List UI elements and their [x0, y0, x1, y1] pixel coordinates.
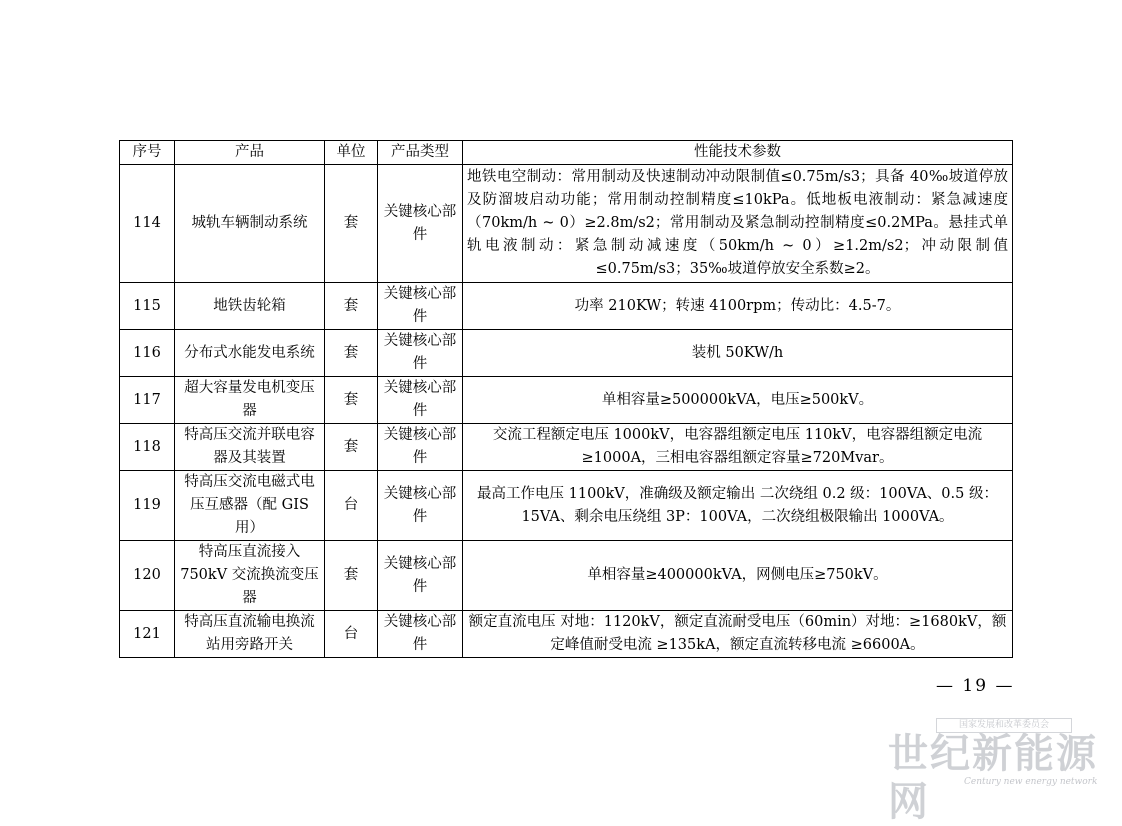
- header-product: 产品: [175, 141, 325, 165]
- page-number: — 19 —: [936, 676, 1015, 696]
- header-performance: 性能技术参数: [463, 141, 1013, 165]
- table-row: [120, 165, 1013, 283]
- cell-product: 超大容量发电机变压器: [175, 377, 325, 424]
- spec-table: [119, 140, 1013, 658]
- cell-type: 关键核心部件: [378, 283, 463, 330]
- cell-performance: 单相容量≥400000kVA，网侧电压≥750kV。: [463, 541, 1013, 611]
- cell-type: 关键核心部件: [378, 330, 463, 377]
- cell-type: 关键核心部件: [378, 471, 463, 541]
- table-row: [120, 330, 1013, 377]
- cell-type: 关键核心部件: [378, 611, 463, 658]
- table-row: [120, 283, 1013, 330]
- cell-unit: 套: [325, 165, 378, 283]
- cell-product: 特高压交流并联电容器及其装置: [175, 424, 325, 471]
- cell-type: 关键核心部件: [378, 541, 463, 611]
- table-row: [120, 471, 1013, 541]
- watermark-logo: [880, 716, 1120, 825]
- cell-type: 关键核心部件: [378, 424, 463, 471]
- header-no: 序号: [120, 141, 175, 165]
- watermark-top-text: 国家发展和改革委员会: [936, 718, 1072, 733]
- cell-performance: 功率 210KW；转速 4100rpm；传动比：4.5-7。: [463, 283, 1013, 330]
- cell-product: 城轨车辆制动系统: [175, 165, 325, 283]
- header-type: 产品类型: [378, 141, 463, 165]
- cell-product: 地铁齿轮箱: [175, 283, 325, 330]
- cell-unit: 台: [325, 471, 378, 541]
- table-header-row: [120, 141, 1013, 165]
- cell-unit: 套: [325, 424, 378, 471]
- table-row: [120, 377, 1013, 424]
- cell-type: 关键核心部件: [378, 377, 463, 424]
- cell-product: 特高压直流接入 750kV 交流换流变压器: [175, 541, 325, 611]
- cell-unit: 台: [325, 611, 378, 658]
- header-unit: 单位: [325, 141, 378, 165]
- cell-product: 特高压直流输电换流站用旁路开关: [175, 611, 325, 658]
- cell-no: 120: [120, 541, 175, 611]
- cell-unit: 套: [325, 541, 378, 611]
- cell-product: 特高压交流电磁式电压互感器（配 GIS 用）: [175, 471, 325, 541]
- table-row: [120, 611, 1013, 658]
- cell-unit: 套: [325, 377, 378, 424]
- cell-performance: 最高工作电压 1100kV，准确级及额定输出 二次绕组 0.2 级：100VA、0.5 级：15VA、剩余电压绕组 3P：100VA，二次绕组极限输出 1000VA。: [463, 471, 1013, 541]
- cell-performance: 地铁电空制动：常用制动及快速制动冲动限制值≤0.75m/s3；具备 40‰坡道停放及防溜坡启动功能；常用制动控制精度≤10kPa。低地板电液制动：紧急减速度（70km/h ~ 0）≥2.8m/s2；常用制动及紧急制动控制精度≤0.2MPa。悬挂式单轨电液制动：紧急制动减速度（50km/h ~ 0）≥1.2m/s2；冲动限制值≤0.75m/s3；35‰坡道停放安全系数≥2。: [463, 165, 1013, 283]
- cell-performance: 额定直流电压 对地：1120kV，额定直流耐受电压（60min）对地：≥1680kV，额定峰值耐受电流 ≥135kA，额定直流转移电流 ≥6600A。: [463, 611, 1013, 658]
- cell-no: 121: [120, 611, 175, 658]
- cell-unit: 套: [325, 330, 378, 377]
- cell-no: 117: [120, 377, 175, 424]
- watermark-sub-text: Century new energy network: [964, 777, 1098, 787]
- cell-product: 分布式水能发电系统: [175, 330, 325, 377]
- cell-no: 118: [120, 424, 175, 471]
- cell-no: 119: [120, 471, 175, 541]
- cell-performance: 交流工程额定电压 1000kV，电容器组额定电压 110kV，电容器组额定电流≥1000A，三相电容器组额定容量≥720Mvar。: [463, 424, 1013, 471]
- table-row: [120, 424, 1013, 471]
- watermark-main-text: 世纪新能源网: [888, 731, 1098, 825]
- cell-no: 116: [120, 330, 175, 377]
- table-row: [120, 541, 1013, 611]
- cell-no: 114: [120, 165, 175, 283]
- cell-performance: 装机 50KW/h: [463, 330, 1013, 377]
- cell-performance: 单相容量≥500000kVA，电压≥500kV。: [463, 377, 1013, 424]
- cell-type: 关键核心部件: [378, 165, 463, 283]
- cell-no: 115: [120, 283, 175, 330]
- cell-unit: 套: [325, 283, 378, 330]
